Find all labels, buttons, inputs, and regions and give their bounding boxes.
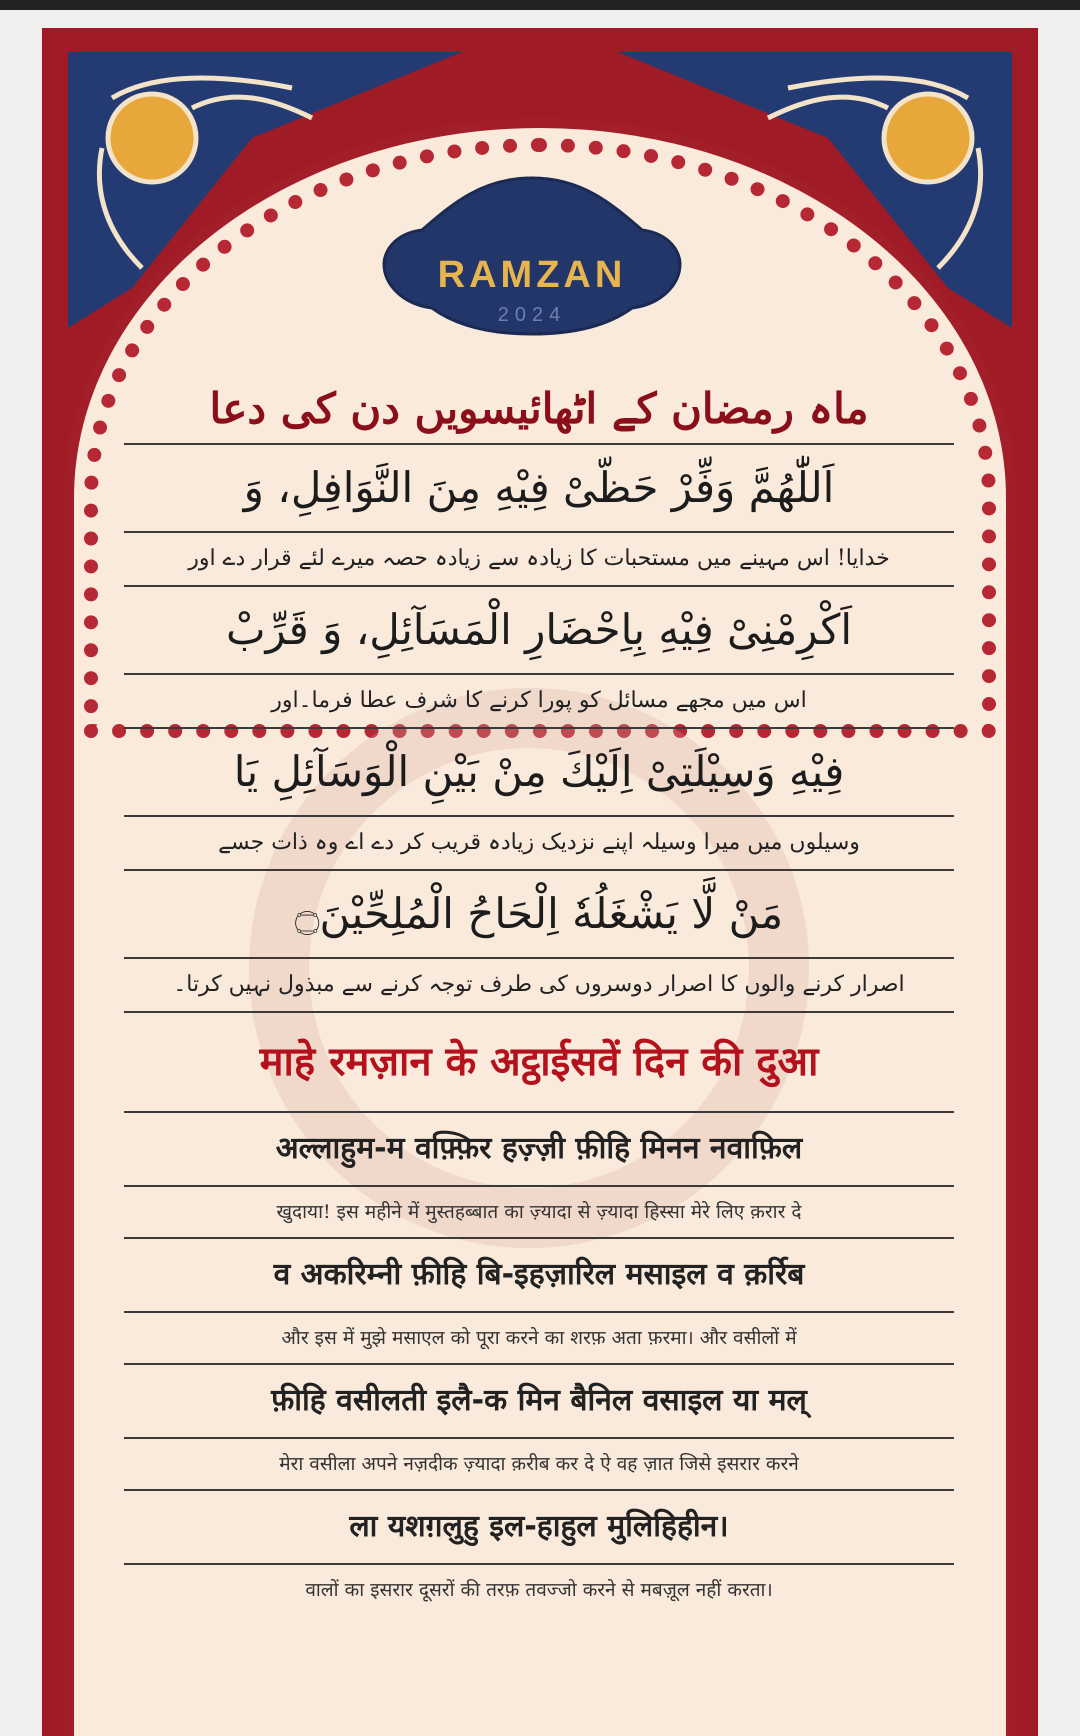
- urdu-translation-3: وسیلوں میں میرا وسیلہ اپنے نزدیک زیادہ قریب کر دے اے وہ ذات جسے: [124, 815, 954, 869]
- badge-title: RAMZAN: [437, 254, 627, 296]
- status-bar: [0, 0, 1080, 10]
- hindi-transliteration-3: फ़ीहि वसीलती इलै-क मिन बैनिल वसाइल या मल्: [124, 1363, 954, 1437]
- arabic-line-4: مَنْ لَّا یَشْغَلُهٗ اِلْحَاحُ الْمُلِحِّیْنَ۝: [124, 869, 954, 957]
- arabic-line-2: اَکْرِمْنِیْ فِیْهِ بِاِحْضَارِ الْمَسَآئِلِ، وَ قَرِّبْ: [124, 585, 954, 673]
- hindi-meaning-4: वालों का इसरार दूसरों की तरफ़ तवज्जो करने से मबज़ूल नहीं करता।: [124, 1563, 954, 1615]
- prayer-content: [124, 375, 954, 1615]
- urdu-translation-2: اس میں مجھے مسائل کو پورا کرنے کا شرف عطا فرما۔اور: [124, 673, 954, 727]
- urdu-heading: ماہ رمضان کے اٹھائیسویں دن کی دعا: [209, 384, 869, 433]
- badge-year: 2024: [497, 304, 567, 326]
- hindi-meaning-2: और इस में मुझे मसाएल को पूरा करने का शरफ़ अता फ़रमा। और वसीलों में: [124, 1311, 954, 1363]
- hindi-meaning-1: खुदाया! इस महीने में मुस्तहब्बात का ज़्यादा से ज़्यादा हिस्सा मेरे लिए क़रार दे: [124, 1185, 954, 1237]
- arabic-line-3: فِیْهِ وَسِیْلَتِیْ اِلَیْكَ مِنْ بَیْنِ الْوَسَآئِلِ یَا: [124, 727, 954, 815]
- urdu-translation-1: خدایا! اس مہینے میں مستحبات کا زیادہ سے زیادہ حصہ میرے لئے قرار دے اور: [124, 531, 954, 585]
- hindi-meaning-3: मेरा वसीला अपने नज़दीक ज़्यादा क़रीब कर दे ऐ वह ज़ात जिसे इसरार करने: [124, 1437, 954, 1489]
- urdu-translation-4: اصرار کرنے والوں کا اصرار دوسروں کی طرف توجہ کرنے سے مبذول نہیں کرتا۔: [124, 957, 954, 1011]
- hindi-transliteration-2: व अकरिम्नी फ़ीहि बि-इहज़ारिल मसाइल व क़र्रिब: [124, 1237, 954, 1311]
- ramzan-badge: [382, 174, 682, 336]
- hindi-transliteration-1: अल्लाहुम-म वफ़्फ़िर हज़्ज़ी फ़ीहि मिनन नवाफ़िल: [124, 1111, 954, 1185]
- arabic-line-1: اَللّٰهُمَّ وَفِّرْ حَظّیْ فِیْهِ مِنَ النَّوَافِلِ، وَ: [124, 443, 954, 531]
- hindi-transliteration-4: ला यशग़लुहु इल-हाहुल मुलिहिहीन।: [124, 1489, 954, 1563]
- hindi-heading: माहे रमज़ान के अट्ठाईसवें दिन की दुआ: [124, 1011, 954, 1111]
